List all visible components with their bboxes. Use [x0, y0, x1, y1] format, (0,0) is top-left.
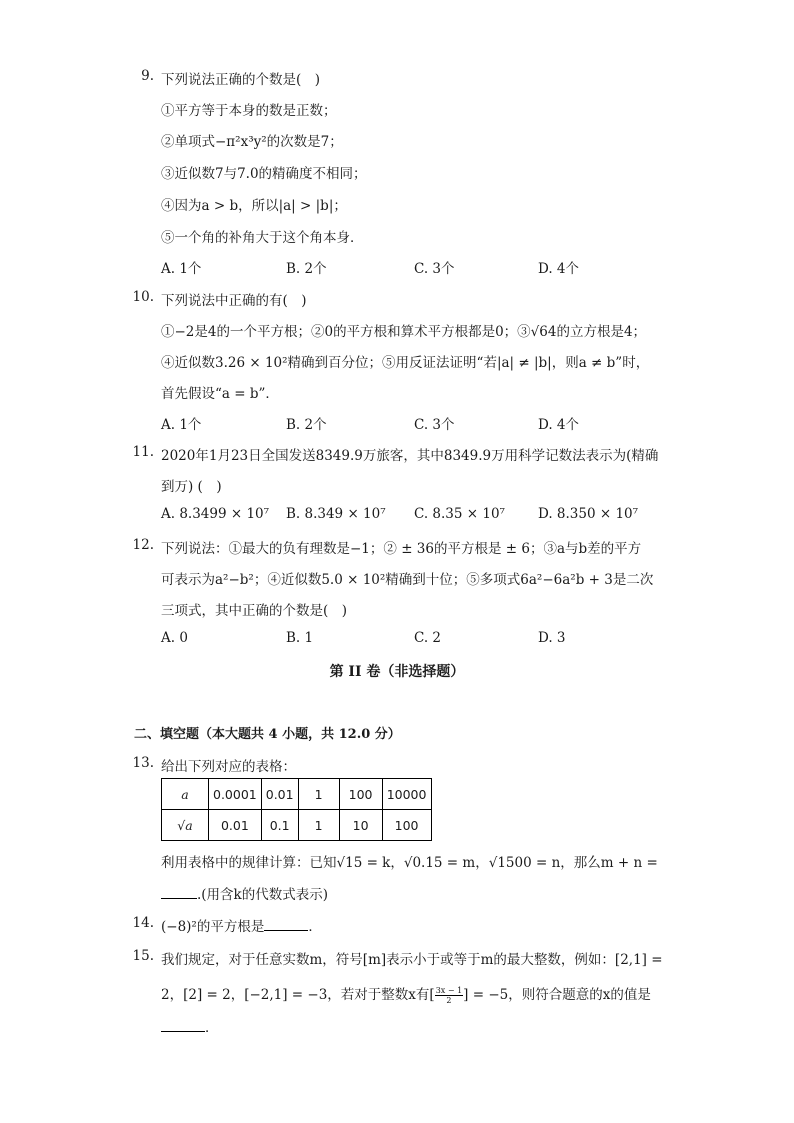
question-number: 11. [132, 444, 154, 460]
question-line: ①−2是4的一个平方根；②0的平方根和算术平方根都是0；③√64的立方根是4； [161, 324, 647, 340]
question-text: .(用含k的代数式表示) [197, 887, 329, 903]
question-line: 利用表格中的规律计算：已知√15 = k，√0.15 = m，√1500 = n，那么m + n = [161, 855, 658, 871]
table-cell: 1 [298, 779, 339, 810]
option-b[interactable]: B. 8.349 × 10⁷ [286, 506, 386, 522]
question-line: 首先假设“a = b”． [161, 386, 279, 402]
option-b[interactable]: B. 1 [286, 630, 314, 646]
table-cell: 0.01 [209, 810, 262, 841]
question-line: ④近似数3.26 × 10²精确到百分位；⑤用反证法证明“若|a| ≠ |b|，则a ≠ b”时， [161, 355, 650, 371]
question-text: 2，[2] = 2，[−2,1] = −3，若对于整数x有[ [161, 987, 435, 1003]
question-line: 2020年1月23日全国发送8349.9万旅客，其中8349.9万用科学记数法表示为(精确 [161, 448, 659, 464]
table-cell: 10000 [382, 779, 431, 810]
option-a[interactable]: A. 1个 [161, 417, 202, 433]
option-d[interactable]: D. 4个 [538, 417, 580, 433]
statement-item: ①平方等于本身的数是正数； [161, 103, 337, 119]
option-a[interactable]: A. 1个 [161, 261, 202, 277]
correspondence-table [161, 778, 432, 841]
question-line: 三项式，其中正确的个数是( ) [161, 603, 348, 619]
option-d[interactable]: D. 8.350 × 10⁷ [538, 506, 639, 522]
table-cell: 100 [339, 779, 382, 810]
table-row [162, 810, 432, 841]
question-number: 12. [132, 537, 154, 553]
table-cell: 0.1 [261, 810, 298, 841]
question-line-2 [161, 883, 328, 903]
option-a[interactable]: A. 0 [161, 630, 188, 646]
table-row [162, 779, 432, 810]
option-c[interactable]: C. 2 [414, 630, 442, 646]
question-line-3 [161, 1016, 219, 1036]
statement-item: ⑤一个角的补角大于这个角本身． [161, 230, 364, 246]
answer-blank[interactable] [161, 1019, 205, 1032]
statement-item: ④因为a > b，所以|a| > |b|； [161, 198, 347, 214]
table-cell: 10 [339, 810, 382, 841]
fraction-numerator: 3x − 1 [435, 986, 463, 995]
fraction [435, 986, 463, 1005]
option-c[interactable]: C. 8.35 × 10⁷ [414, 506, 505, 522]
option-b[interactable]: B. 2个 [286, 417, 327, 433]
question-number: 13. [132, 755, 154, 771]
question-stem: 给出下列对应的表格： [161, 759, 296, 775]
table-cell: a [162, 779, 209, 810]
question-number: 9. [141, 68, 154, 84]
question-number: 10. [132, 289, 154, 305]
question-number: 14. [132, 915, 154, 931]
table-cell: √a [162, 810, 209, 841]
question-stem: 下列说法中正确的有( ) [161, 293, 307, 309]
option-a[interactable]: A. 8.3499 × 10⁷ [161, 506, 270, 522]
statement-item: ②单项式−π²x³y²的次数是7； [161, 134, 343, 150]
question-line: 我们规定，对于任意实数m，符号[m]表示小于或等于m的最大整数，例如：[2,1] = [161, 952, 663, 968]
option-d[interactable]: D. 4个 [538, 261, 580, 277]
option-b[interactable]: B. 2个 [286, 261, 327, 277]
table-cell: 0.0001 [209, 779, 262, 810]
answer-blank[interactable] [161, 886, 197, 899]
statement-item: ③近似数7与7.0的精确度不相同； [161, 166, 367, 182]
punctuation: ． [205, 1020, 219, 1036]
option-d[interactable]: D. 3 [538, 630, 566, 646]
question-line-2 [161, 983, 651, 1005]
question-line: 下列说法：①最大的负有理数是−1；② ± 36的平方根是 ± 6；③a与b差的平方 [161, 541, 642, 557]
question-text: ] = −5，则符合题意的x的值是 [463, 987, 651, 1003]
punctuation: ． [308, 919, 322, 935]
question-line: 可表示为a²−b²；④近似数5.0 × 10²精确到十位；⑤多项式6a²−6a²b + 3是二次 [161, 572, 654, 588]
option-c[interactable]: C. 3个 [414, 417, 455, 433]
section-heading: 二、填空题（本大题共 4 小题，共 12.0 分） [134, 727, 401, 742]
option-c[interactable]: C. 3个 [414, 261, 455, 277]
table-cell: 0.01 [261, 779, 298, 810]
table-cell: 100 [382, 810, 431, 841]
question-line: 到万) ( ) [161, 479, 222, 495]
question-line [161, 915, 322, 935]
part-title: 第 II 卷（非选择题） [329, 664, 465, 680]
table-cell: 1 [298, 810, 339, 841]
question-stem: 下列说法正确的个数是( ) [161, 72, 321, 88]
answer-blank[interactable] [264, 918, 308, 931]
question-text: (−8)²的平方根是 [161, 919, 265, 935]
question-number: 15. [132, 948, 154, 964]
fraction-denominator: 2 [446, 996, 452, 1005]
